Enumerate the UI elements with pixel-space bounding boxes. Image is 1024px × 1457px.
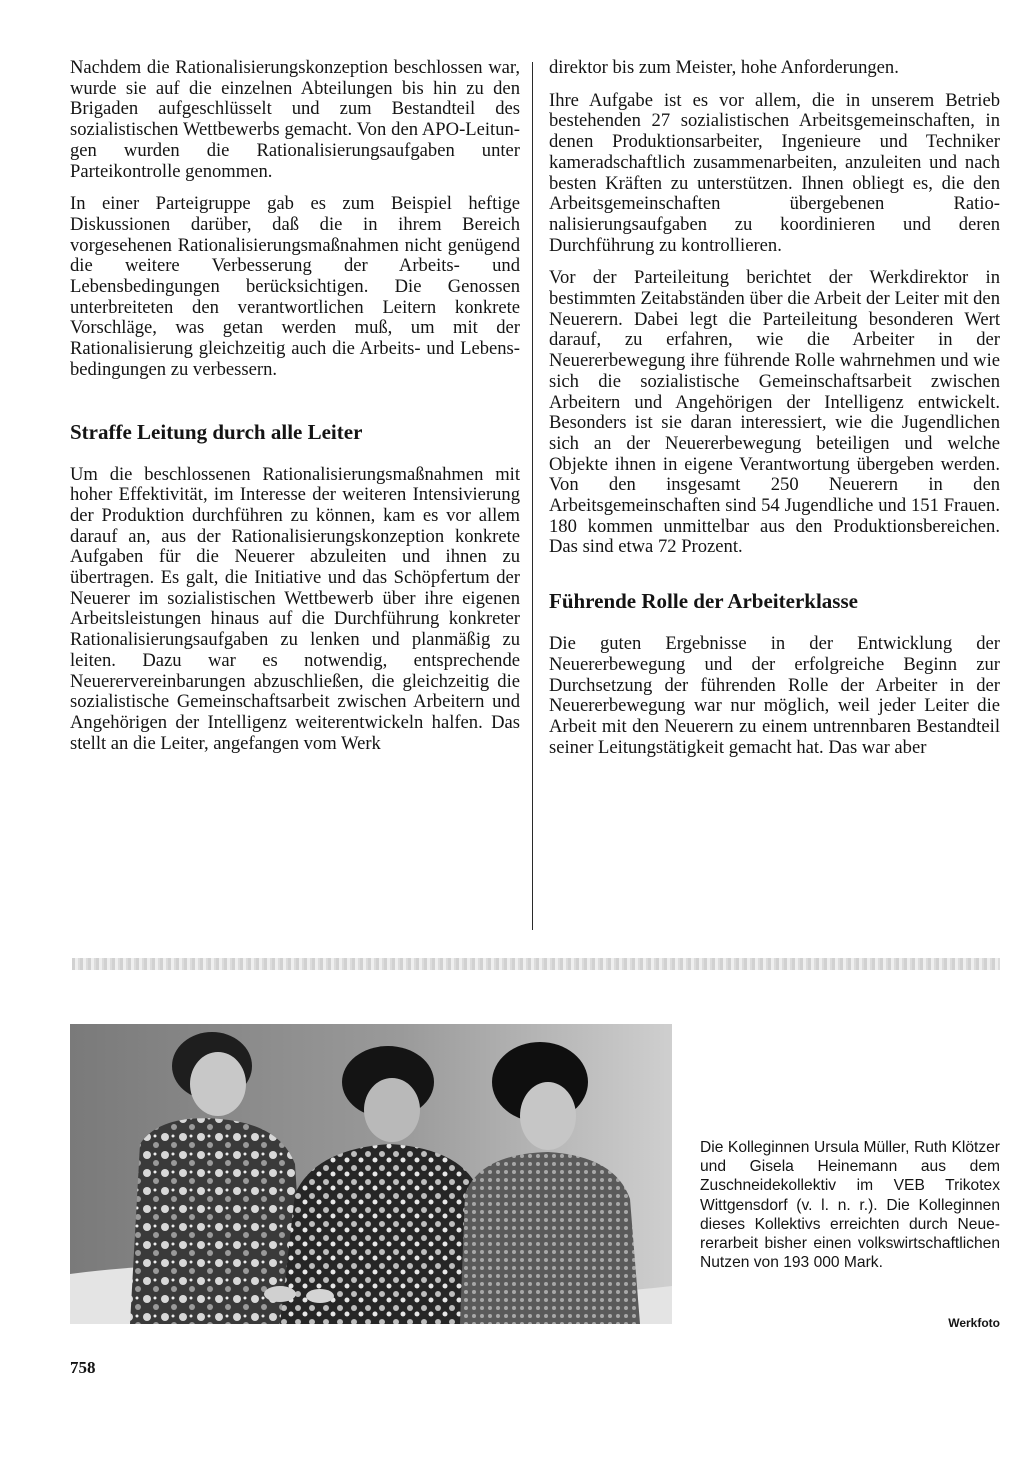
- photo-caption: Die Kolleginnen Ursula Müller, Ruth Klötzer und Gisela Heinemann aus dem Zuschneidekollektiv im VEB Trikotex Wittgensdorf (v. l. n. r.). Die Kolleginnen dieses Kollektivs erreichten durch Neuererarbeit bisher einen volkswirtschaftlichen Nutzen von 193 000 Mark.: [700, 1139, 1000, 1272]
- section-heading: Straffe Leitung durch alle Leiter: [70, 419, 363, 444]
- column-divider: [532, 62, 533, 930]
- separator-band: [72, 958, 1000, 970]
- photo: [70, 1024, 672, 1324]
- photo-credit: Werkfoto: [948, 1316, 1000, 1330]
- page-number: 758: [70, 1358, 96, 1377]
- left-column: [70, 58, 520, 766]
- right-column: [549, 58, 1000, 770]
- paragraph: Um die beschlossenen Rationalisierungsmaßnahmen mit hoher Effektivität, im Interesse der weiteren Intensivierung der Produktion durchführen zu können, kam es vor allem darauf an, aus der Rationalisierungskonzeption konkrete Aufgaben für die Neuerer abzuleiten und ihnen zu übertragen. Es galt, die Initiative und das Schöpfertum der Neuerer im sozialistischen Wettbewerb über ihre eigenen Arbeitsleistungen hinaus auf die Durchführung konkreter Rationalisierungsaufgaben zu lenken und planmäßig zu leiten. Dazu war es notwendig, entsprechende Neuerervereinbarungen abzuschließen, die gleichzeitig die sozialistische Gemeinschaftsarbeit zwischen Arbeitern und Angehörigen der Intelligenz weiterentwickeln halfen. Das stellt an die Leiter, angefangen vom Werk: [70, 463, 520, 754]
- section-heading: Führende Rolle der Arbeiterklasse: [549, 589, 858, 614]
- paragraph: Die guten Ergebnisse in der Entwicklung der Neuererbewegung und der erfolgreiche Beginn zur Durchsetzung der führenden Rolle der Arbeiter in der Neuererbewegung war nur möglich, weil jeder Leiter die Arbeit mit den Neuerern zu einem untrennbaren Bestandteil seiner Leitungstätigkeit gemacht hat. Das war aber: [549, 633, 1000, 758]
- paragraph: Vor der Parteileitung berichtet der Werkdirektor in bestimmten Zeitabständen über die Arbeit der Leiter mit den Neuerern. Dabei legt die Parteileitung besonderen Wert darauf, zu erfahren, wie die Arbeiter in der Neuererbewegung ihre führende Rolle wahrnehmen und wie sich die sozialistische Gemeinschaftsarbeit zwischen Arbeitern und Angehörigen der Intelligenz entwickelt. Besonders ist sie daran interessiert, wie die Jugendlichen sich an der Neuererbewegung beteiligen und welche Objekte ihnen in eigene Verantwortung übergeben werden. Von den insgesamt 250 Neuerern in den Arbeitsgemeinschaften sind 54 Jugendliche und 151 Frauen. 180 kommen unmittelbar aus den Produktionsbereichen. Das sind etwa 72 Prozent.: [549, 267, 1000, 558]
- photo-illustration: [70, 1024, 672, 1324]
- paragraph: direktor bis zum Meister, hohe Anforderungen.: [549, 57, 899, 78]
- paragraph: Nachdem die Rationalisierungskonzeption beschlossen war, wurde sie auf die einzelnen Abteilungen bis hin zu den Brigaden aufgeschlüsselt und zum Bestandteil des sozialistischen Wettbewerbs gemacht. Von den APO-Leitungen wurden die Rationalisierungsaufgaben unter Parteikontrolle genommen.: [70, 57, 520, 182]
- paragraph: Ihre Aufgabe ist es vor allem, die in unserem Betrieb bestehenden 27 sozialistischen Arbeitsgemeinschaften, in denen Produktionsarbeiter, Ingenieure und Techniker kameradschaftlich zusammenarbeiten, anzuleiten und nach besten Kräften zu unterstützen. Ihnen obliegt es, die den Arbeitsgemeinschaften übergebenen Rationalisierungsaufgaben zu koordinieren und deren Durchführung zu kontrollieren.: [549, 89, 1000, 256]
- paragraph: In einer Parteigruppe gab es zum Beispiel heftige Diskussionen darüber, daß die in ihrem Bereich vorgesehenen Rationalisierungsmaßnahmen nicht genügend die weitere Verbesserung der Arbeits- und Lebensbedingungen berücksichtigen. Die Genossen unterbreiteten den verantwortlichen Leitern konkrete Vorschläge, was getan werden muß, um mit der Rationalisierung gleichzeitig auch die Arbeits- und Lebensbedingungen zu verbessern.: [70, 193, 520, 380]
